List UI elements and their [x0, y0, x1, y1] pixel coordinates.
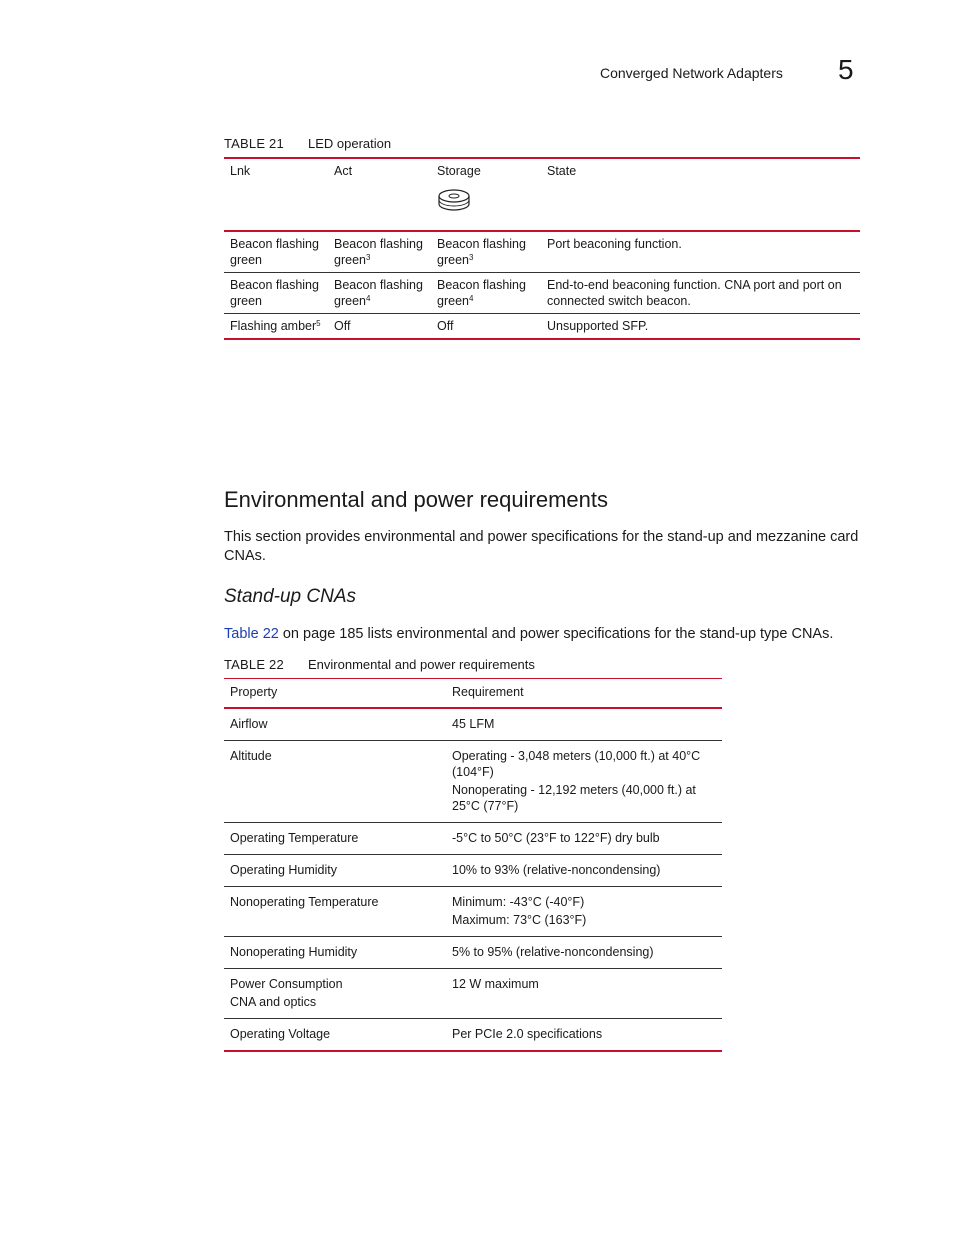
- table21-caption: [224, 136, 391, 151]
- footnote-ref: 4: [468, 294, 474, 303]
- cell-line: Altitude: [230, 748, 272, 763]
- table-row: [224, 936, 722, 968]
- cell-requirement: [446, 822, 722, 854]
- cell-line: Per PCIe 2.0 specifications: [452, 1026, 603, 1041]
- cell-property: [224, 822, 446, 854]
- col-header-property: Property: [230, 685, 278, 699]
- cell-act: [328, 231, 431, 273]
- cell-line: Power Consumption: [230, 976, 343, 991]
- col-header-state: State: [547, 164, 577, 178]
- table21-label: TABLE 21: [224, 136, 284, 151]
- cell-text: Off: [334, 319, 351, 333]
- table-row: [224, 273, 860, 314]
- table-header-row: [224, 158, 860, 231]
- table-row: [224, 968, 722, 1018]
- cell-line: 5% to 95% (relative-noncondensing): [452, 944, 654, 959]
- cell-line: CNA and optics: [230, 994, 317, 1009]
- cell-property: [224, 936, 446, 968]
- cell-text: Beacon flashing green: [230, 278, 319, 308]
- col-header-storage-label: Storage: [437, 164, 481, 178]
- cell-line: 10% to 93% (relative-noncondensing): [452, 862, 661, 877]
- table-row: [224, 740, 722, 822]
- led-operation-table: [224, 157, 860, 340]
- cell-property: [224, 740, 446, 822]
- cell-requirement: [446, 936, 722, 968]
- cell-line: Airflow: [230, 716, 268, 731]
- environmental-requirements-table: [224, 678, 722, 1052]
- cell-line: Nonoperating Humidity: [230, 944, 358, 959]
- cell-lnk: [224, 273, 328, 314]
- footnote-ref: 3: [468, 253, 474, 262]
- footnote-ref: 3: [365, 253, 371, 262]
- table-row: [224, 886, 722, 936]
- cell-property: [224, 708, 446, 741]
- storage-disk-icon: [437, 187, 535, 217]
- cell-act: [328, 273, 431, 314]
- cell-storage: [431, 231, 541, 273]
- section-intro: This section provides environmental and power specifications for the stand-up and mezzanine card CNAs.: [224, 529, 859, 564]
- cell-property: [224, 854, 446, 886]
- table-row: [224, 854, 722, 886]
- table-header-row: [224, 679, 722, 708]
- table-row: [224, 314, 860, 340]
- table-row: [224, 231, 860, 273]
- footnote-ref: 4: [365, 294, 371, 303]
- cell-requirement: [446, 740, 722, 822]
- table22-link[interactable]: Table 22: [224, 626, 279, 642]
- table22-label: TABLE 22: [224, 657, 284, 672]
- cell-text: Off: [437, 319, 454, 333]
- cell-text: Port beaconing function.: [547, 237, 682, 251]
- table-row: [224, 1018, 722, 1051]
- cell-state: [541, 231, 860, 273]
- cell-act: [328, 314, 431, 340]
- chapter-number: 5: [838, 54, 854, 85]
- paragraph-text: on page 185 lists environmental and power specifications for the stand-up type CNAs.: [278, 626, 834, 642]
- table-row: [224, 708, 722, 741]
- cell-line: 45 LFM: [452, 716, 495, 731]
- section-heading: Environmental and power requirements: [224, 487, 608, 512]
- cell-state: [541, 314, 860, 340]
- cell-line: Operating Voltage: [230, 1026, 331, 1041]
- table-row: [224, 822, 722, 854]
- cell-line: Operating - 3,048 meters (10,000 ft.) at 40°C (104°F): [452, 748, 701, 779]
- cell-line: Minimum: -43°C (-40°F): [452, 894, 585, 909]
- cell-text: Unsupported SFP.: [547, 319, 649, 333]
- cell-line: Operating Temperature: [230, 830, 359, 845]
- cell-line: Nonoperating - 12,192 meters (40,000 ft.) at 25°C (77°F): [452, 782, 696, 813]
- col-header-requirement: Requirement: [452, 685, 524, 699]
- cell-line: Nonoperating Temperature: [230, 894, 379, 909]
- cell-requirement: [446, 854, 722, 886]
- table22-title: Environmental and power requirements: [308, 657, 535, 672]
- cell-requirement: [446, 1018, 722, 1051]
- cell-text: Beacon flashing green: [437, 237, 526, 267]
- cell-line: -5°C to 50°C (23°F to 122°F) dry bulb: [452, 830, 660, 845]
- col-header-storage: [431, 158, 541, 231]
- col-header-lnk: Lnk: [230, 164, 251, 178]
- cell-line: Maximum: 73°C (163°F): [452, 912, 587, 927]
- cell-property: [224, 886, 446, 936]
- cell-text: Beacon flashing green: [334, 278, 423, 308]
- cell-line: 12 W maximum: [452, 976, 539, 991]
- running-header-title: Converged Network Adapters: [600, 65, 783, 81]
- cell-storage: [431, 273, 541, 314]
- cell-lnk: [224, 231, 328, 273]
- subsection-heading: Stand-up CNAs: [224, 586, 357, 607]
- table22-caption: [224, 657, 535, 672]
- footnote-ref: 5: [316, 319, 321, 328]
- cell-lnk: [224, 314, 328, 340]
- cell-line: Operating Humidity: [230, 862, 337, 877]
- col-header-act: Act: [334, 164, 353, 178]
- table21-title: LED operation: [308, 136, 392, 151]
- cell-text: End-to-end beaconing function. CNA port and port on connected switch beacon.: [547, 278, 842, 308]
- cell-text: Flashing amber: [230, 319, 317, 333]
- cell-storage: [431, 314, 541, 340]
- cell-requirement: [446, 708, 722, 741]
- cell-requirement: [446, 968, 722, 1018]
- cell-text: Beacon flashing green: [334, 237, 423, 267]
- cell-property: [224, 1018, 446, 1051]
- cell-requirement: [446, 886, 722, 936]
- cell-property: [224, 968, 446, 1018]
- cell-text: Beacon flashing green: [230, 237, 319, 267]
- cell-text: Beacon flashing green: [437, 278, 526, 308]
- cell-state: [541, 273, 860, 314]
- subsection-paragraph: [224, 625, 833, 644]
